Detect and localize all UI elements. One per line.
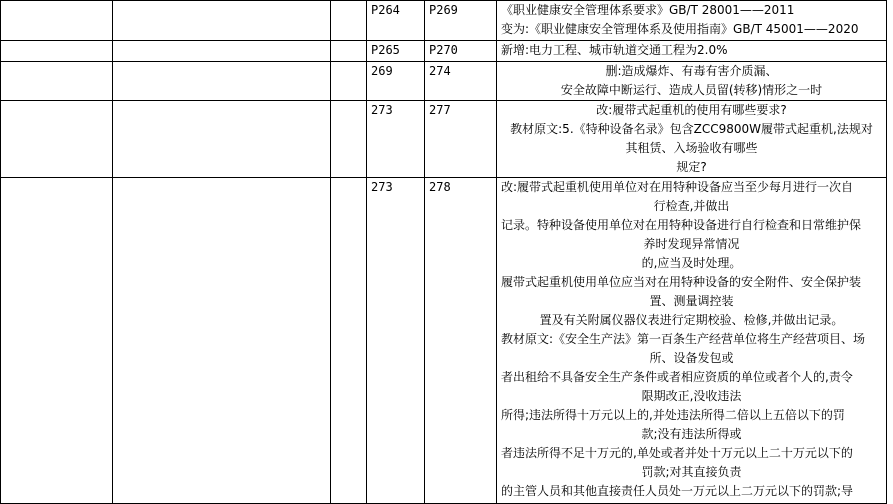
- new-page-cell: 274: [425, 62, 497, 101]
- description-line: 置及有关附属仪器仪表进行定期校验、检修,并做出记录。: [539, 313, 844, 327]
- change-description-cell: [497, 1, 887, 41]
- description-line: 置、测量调控装: [649, 294, 734, 308]
- table-row: [1, 101, 887, 178]
- description-line: 履带式起重机使用单位应当对在用特种设备的安全附件、安全保护装: [501, 275, 862, 289]
- description-line: 教材原文:《安全生产法》第一百条生产经营单位将生产经营项目、场: [501, 332, 866, 346]
- description-line: 《职业健康安全管理体系要求》GB/T 28001——2011: [501, 3, 795, 17]
- change-description-cell: [497, 101, 887, 178]
- blank-cell: [1, 62, 113, 101]
- description-line: 养时发现异常情况: [643, 237, 740, 251]
- description-line: 改:履带式起重机的使用有哪些要求?: [596, 103, 787, 117]
- old-page-cell: 273: [367, 101, 425, 178]
- new-page-cell: 277: [425, 101, 497, 178]
- blank-cell: [1, 178, 113, 504]
- description-line: 限期改正,没收违法: [641, 389, 742, 403]
- old-page-cell: 269: [367, 62, 425, 101]
- blank-cell: [113, 41, 331, 62]
- blank-cell: [331, 1, 367, 41]
- description-line: 记录。特种设备使用单位对在用特种设备进行自行检查和日常维护保: [501, 218, 862, 232]
- description-line: 所得;违法所得十万元以上的,并处违法所得二倍以上五倍以下的罚: [501, 408, 845, 422]
- description-line: 新增:电力工程、城市轨道交通工程为2.0%: [501, 43, 728, 57]
- description-line: 者违法所得不足十万元的,单处或者并处十万元以上二十万元以下的: [501, 446, 853, 460]
- new-page-cell: P270: [425, 41, 497, 62]
- description-line: 者出租给不具备安全生产条件或者相应资质的单位或者个人的,责令: [501, 370, 853, 384]
- blank-cell: [331, 62, 367, 101]
- new-page-cell: 278: [425, 178, 497, 504]
- new-page-cell: P269: [425, 1, 497, 41]
- description-line: 款;没有违法所得或: [641, 427, 742, 441]
- description-line: 罚款;对其直接负责: [641, 465, 742, 479]
- description-line: 安全故障中断运行、造成人员留(转移)情形之一时: [560, 83, 823, 97]
- blank-cell: [1, 1, 113, 41]
- old-page-cell: P265: [367, 41, 425, 62]
- table-body: [1, 1, 887, 504]
- blank-cell: [113, 62, 331, 101]
- description-line: 规定?: [676, 160, 707, 174]
- description-line: 改:履带式起重机使用单位对在用特种设备应当至少每月进行一次自: [501, 180, 854, 194]
- description-line: 教材原文:5.《特种设备名录》包含ZCC9800W履带式起重机,法规对: [510, 122, 873, 136]
- description-line: 的主管人员和其他直接责任人员处一万元以上二万元以下的罚款;导: [501, 484, 854, 498]
- change-description-cell: [497, 178, 887, 504]
- table-row: [1, 62, 887, 101]
- blank-cell: [113, 101, 331, 178]
- blank-cell: [1, 101, 113, 178]
- change-description-cell: [497, 41, 887, 62]
- table-row: [1, 178, 887, 504]
- description-line: 删:造成爆炸、有毒有害介质漏、: [605, 64, 778, 78]
- blank-cell: [113, 178, 331, 504]
- description-line: 其租赁、入场验收有哪些: [625, 141, 758, 155]
- table-row: [1, 41, 887, 62]
- blank-cell: [1, 41, 113, 62]
- old-page-cell: 273: [367, 178, 425, 504]
- blank-cell: [331, 178, 367, 504]
- old-page-cell: P264: [367, 1, 425, 41]
- table-row: [1, 1, 887, 41]
- description-line: 所、设备发包或: [649, 351, 734, 365]
- description-line: 行检查,并做出: [653, 199, 730, 213]
- change-description-cell: [497, 62, 887, 101]
- blank-cell: [113, 1, 331, 41]
- blank-cell: [331, 101, 367, 178]
- description-line: 变为:《职业健康安全管理体系及使用指南》GB/T 45001——2020: [501, 22, 859, 36]
- description-line: 的,应当及时处理。: [641, 256, 742, 270]
- blank-cell: [331, 41, 367, 62]
